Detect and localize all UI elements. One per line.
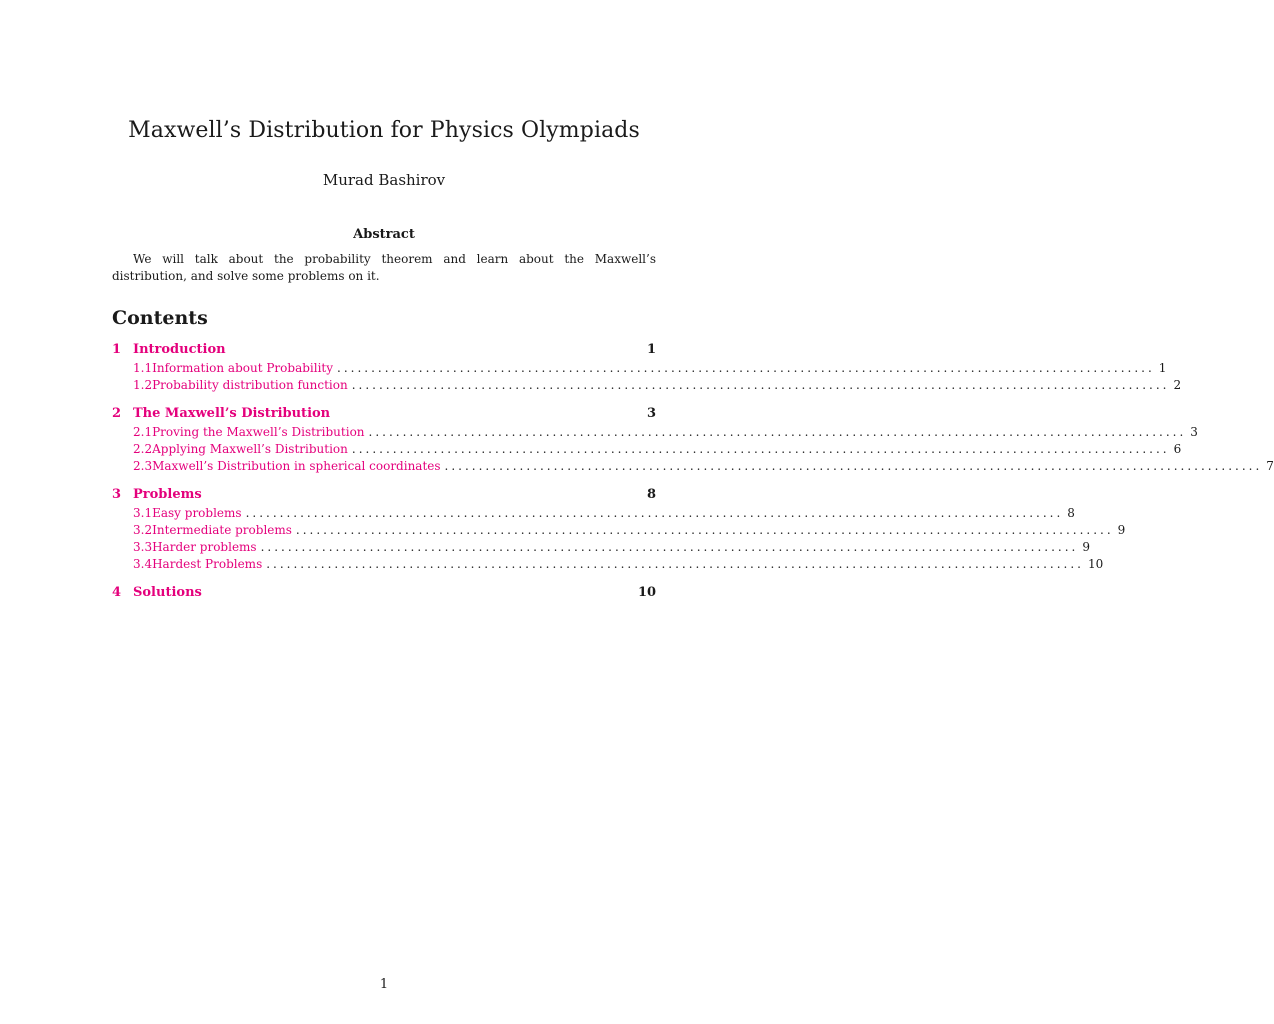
toc-page-number: 9 (1117, 523, 1126, 537)
toc-subsection-title[interactable]: Proving the Maxwell’s Distribution (152, 425, 365, 439)
toc-page-number: 10 (638, 585, 657, 600)
table-of-contents (112, 342, 1274, 615)
toc-entry-probability-distribution-function[interactable] (112, 378, 1182, 395)
document-title: Maxwell’s Distribution for Physics Olympiads (128, 118, 640, 143)
toc-subsection-number[interactable]: 1.2 (133, 378, 153, 392)
toc-subsection-title[interactable]: Harder problems (152, 540, 257, 554)
toc-section-4 (112, 585, 656, 604)
toc-leader: ........................................................................................................................ (245, 506, 1064, 520)
document-author: Murad Bashirov (322, 171, 446, 189)
toc-leader: ........................................................................................................................ (337, 361, 1155, 375)
toc-page-number: 1 (646, 342, 656, 357)
toc-entry-easy-problems[interactable] (112, 506, 1075, 523)
toc-subsection-number[interactable]: 1.1 (133, 361, 153, 375)
page-number: 1 (379, 977, 389, 992)
toc-subsection-number[interactable]: 3.1 (133, 506, 153, 520)
toc-entry-introduction[interactable] (112, 342, 656, 361)
toc-section-number[interactable]: 2 (112, 406, 122, 421)
toc-page-number: 8 (646, 487, 656, 502)
toc-page-number: 7 (1266, 459, 1274, 473)
toc-section-number[interactable]: 4 (112, 585, 122, 600)
toc-entry-intermediate-problems[interactable] (112, 523, 1126, 540)
toc-section-2 (112, 406, 1274, 476)
toc-section-title[interactable]: Introduction (133, 342, 226, 357)
toc-leader: ........................................................................................................................ (444, 459, 1263, 473)
toc-page-number: 8 (1067, 506, 1075, 520)
toc-section-title[interactable]: Solutions (133, 585, 202, 600)
toc-subsection-number[interactable]: 2.2 (133, 442, 153, 456)
toc-entry-applying-maxwells-distribution[interactable] (112, 442, 1182, 459)
toc-subsection-title[interactable]: Easy problems (152, 506, 242, 520)
toc-page-number: 2 (1173, 378, 1182, 392)
toc-section-title[interactable]: Problems (133, 487, 202, 502)
toc-leader: ........................................................................................................................ (295, 523, 1114, 537)
toc-subsection-number[interactable]: 3.2 (133, 523, 153, 537)
toc-section-number[interactable]: 1 (112, 342, 122, 357)
toc-page-number: 9 (1082, 540, 1090, 554)
toc-entry-hardest-problems[interactable] (112, 557, 1104, 574)
toc-section-1 (112, 342, 1182, 395)
toc-subsection-number[interactable]: 2.3 (133, 459, 153, 473)
toc-leader: ........................................................................................................................ (351, 442, 1170, 456)
toc-section-title[interactable]: The Maxwell’s Distribution (133, 406, 331, 421)
toc-entry-solutions[interactable] (112, 585, 656, 604)
toc-subsection-title[interactable]: Probability distribution function (152, 378, 348, 392)
abstract-text: We will talk about the probability theorem and learn about the Maxwell’s distribution, and solve some problems on it. (112, 252, 656, 283)
contents-heading: Contents (112, 307, 208, 329)
toc-entry-information-about-probability[interactable] (112, 361, 1167, 378)
toc-leader: ........................................................................................................................ (351, 378, 1170, 392)
toc-section-3 (112, 487, 1126, 574)
toc-page-number: 1 (1158, 361, 1167, 375)
abstract-heading: Abstract (353, 227, 415, 242)
toc-entry-problems[interactable] (112, 487, 656, 506)
toc-subsection-number[interactable]: 3.3 (133, 540, 153, 554)
toc-entry-maxwells-distribution[interactable] (112, 406, 656, 425)
toc-subsection-title[interactable]: Applying Maxwell’s Distribution (152, 442, 348, 456)
toc-page-number: 3 (1190, 425, 1198, 439)
toc-subsection-number[interactable]: 3.4 (133, 557, 153, 571)
toc-page-number: 6 (1173, 442, 1182, 456)
toc-entry-harder-problems[interactable] (112, 540, 1090, 557)
toc-subsection-title[interactable]: Maxwell’s Distribution in spherical coordinates (152, 459, 441, 473)
toc-subsection-title[interactable]: Hardest Problems (152, 557, 263, 571)
toc-subsection-title[interactable]: Information about Probability (152, 361, 334, 375)
toc-entry-proving-maxwells-distribution[interactable] (112, 425, 1198, 442)
toc-section-number[interactable]: 3 (112, 487, 122, 502)
toc-page-number: 10 (1087, 557, 1104, 571)
toc-subsection-title[interactable]: Intermediate problems (152, 523, 292, 537)
toc-leader: ........................................................................................................................ (260, 540, 1079, 554)
toc-page-number: 3 (646, 406, 656, 421)
toc-leader: ........................................................................................................................ (266, 557, 1084, 571)
toc-leader: ........................................................................................................................ (368, 425, 1187, 439)
toc-subsection-number[interactable]: 2.1 (133, 425, 153, 439)
toc-entry-spherical-coordinates[interactable] (112, 459, 1274, 476)
